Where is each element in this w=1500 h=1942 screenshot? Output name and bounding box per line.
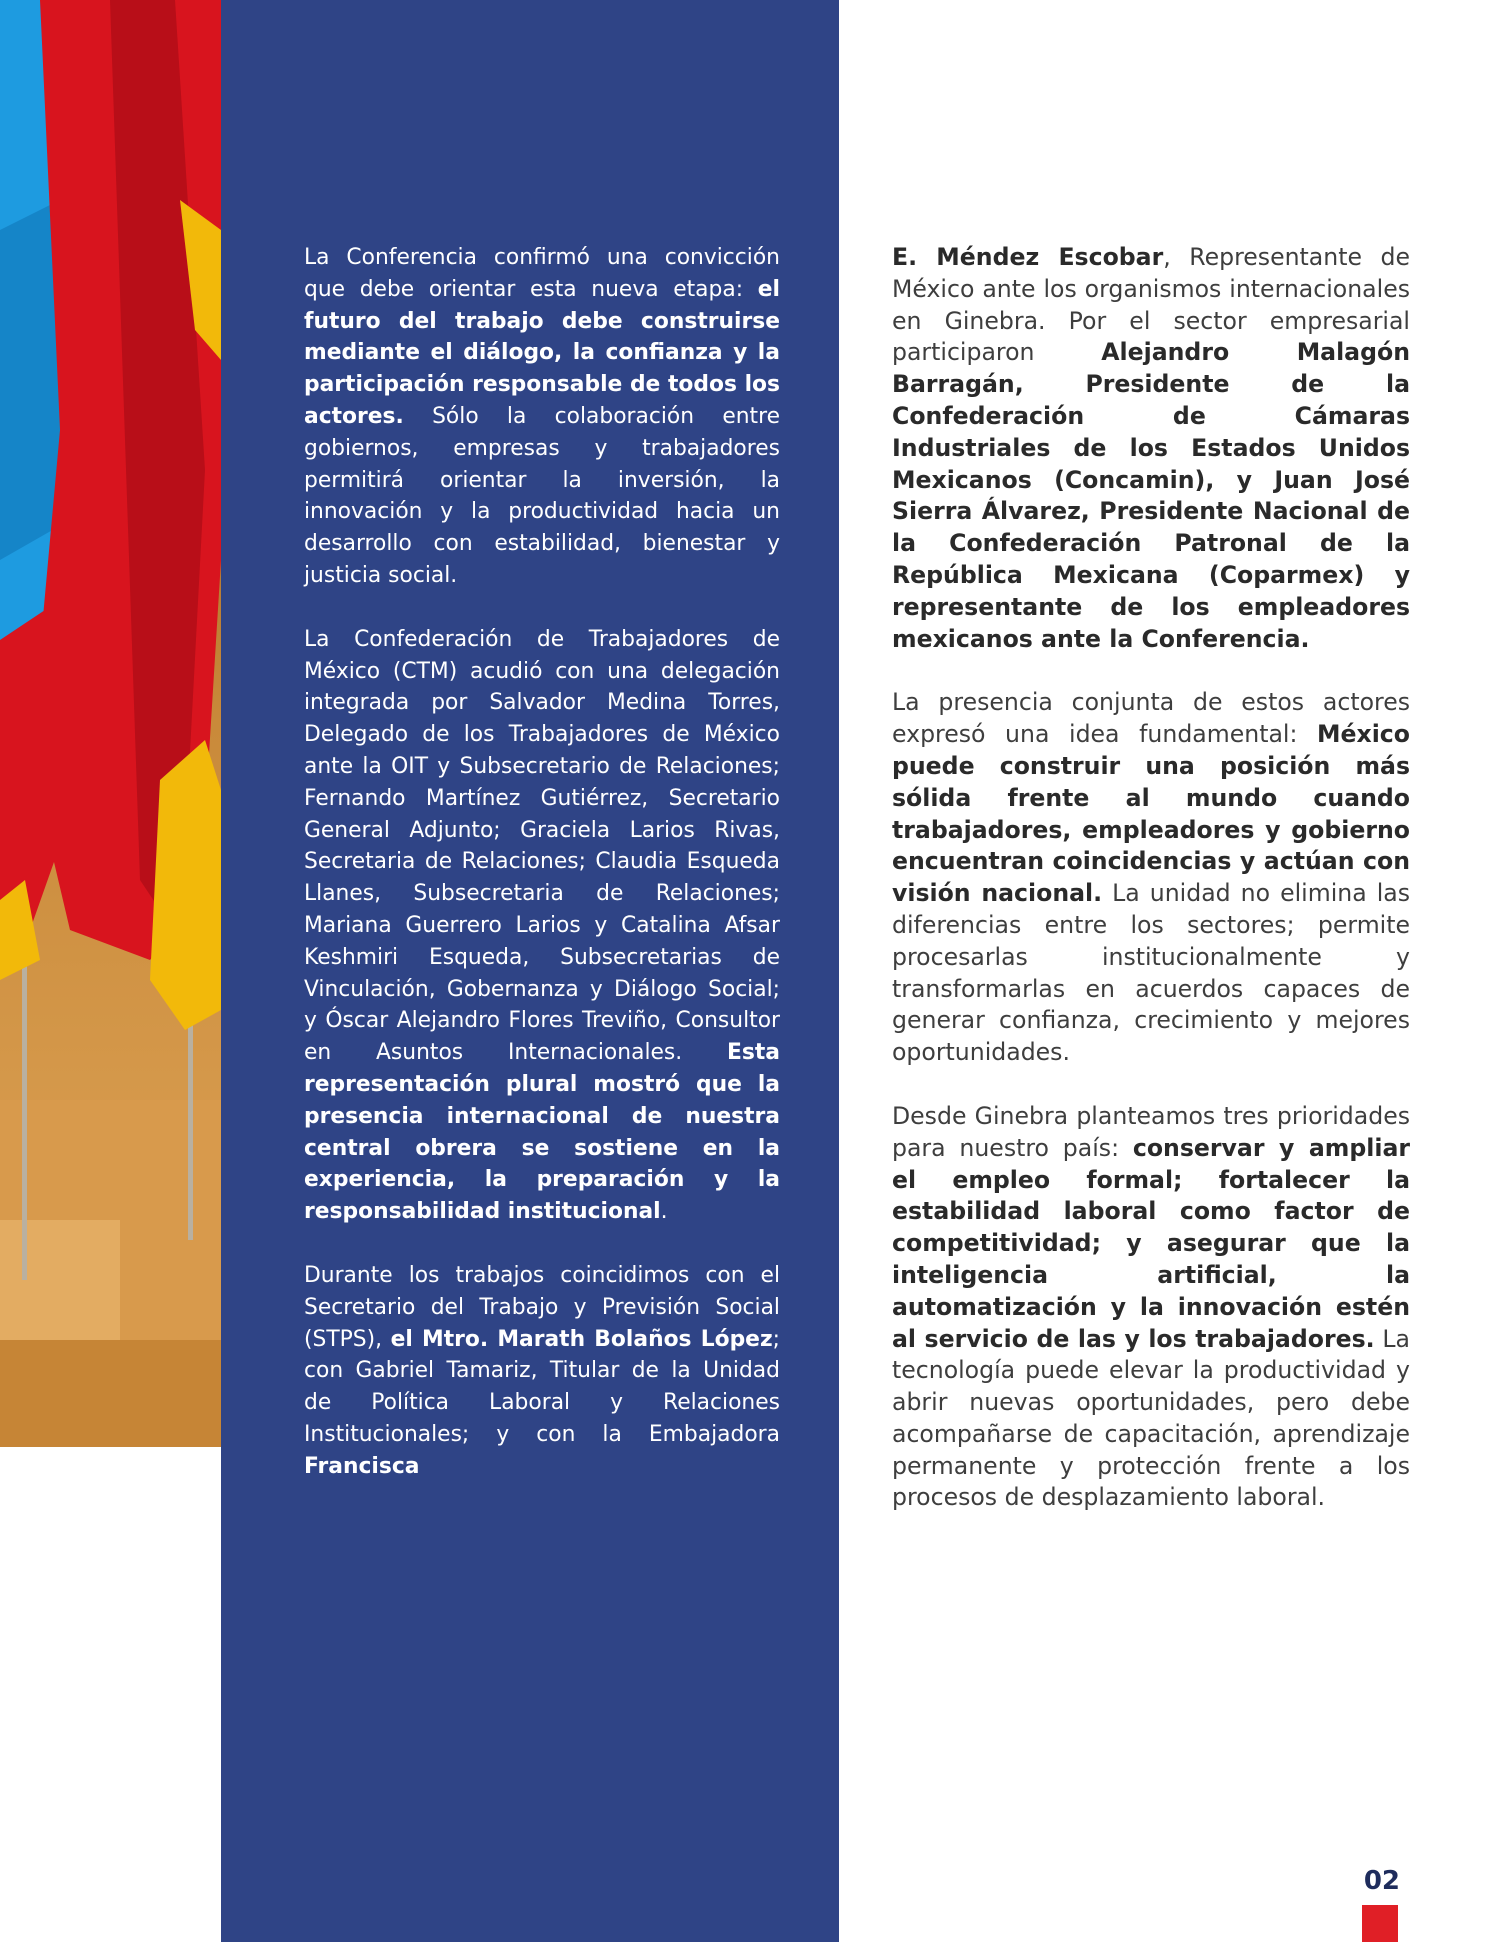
bold-text-run: conservar y ampliar el empleo formal; fortalecer la estabilidad laboral como factor de competitividad; y asegurar que la inteligencia artificial, la automatización y la innovación estén al servicio de las y los trabajadores.	[892, 1133, 1411, 1353]
text-run: , Representante de México ante los organismos internacionales en Ginebra. Por el sector empresarial participaron	[892, 243, 1410, 367]
text-run: La presencia conjunta de estos actores expresó una idea fundamental:	[892, 688, 1410, 749]
text-run: La tecnología puede elevar la productividad y abrir nuevas oportunidades, pero debe acompañarse de capacitación, aprendizaje permanente y protección frente a los procesos de desplazamiento laboral.	[892, 1324, 1410, 1512]
bold-text-run: México puede construir una posición más sólida frente al mundo cuando trabajadores, empleadores y gobierno encuentran coincidencias y actúan con visión nacional.	[892, 720, 1410, 908]
text-run: .	[660, 1199, 668, 1225]
right-paragraph-3	[892, 1101, 1410, 1514]
text-run: Durante los trabajos coincidimos con el Secretario del Trabajo y Previsión Social (STPS),	[304, 1262, 780, 1352]
right-paragraph-1	[892, 242, 1410, 655]
text-run: Desde Ginebra planteamos tres prioridades para nuestro país:	[892, 1101, 1410, 1162]
right-column	[892, 242, 1410, 1546]
text-run: ; con Gabriel Tamariz, Titular de la Unidad de Política Laboral y Relaciones Institucionales; y con la Embajadora	[304, 1326, 780, 1447]
bold-text-run: Alejandro Malagón Barragán, Presidente de la Confederación de Cámaras Industriales de los Estados Unidos Mexicanos (Concamin), y Juan José Sierra Álvarez, Presidente Nacional de la Confederación Patronal de la República Mexicana (Coparmex) y representante de los empleadores mexicanos ante la Conferencia.	[892, 338, 1410, 653]
text-run: La Confederación de Trabajadores de México (CTM) acudió con una delegación integrada por Salvador Medina Torres, Delegado de los Trabajadores de México ante la OIT y Subsecretario de Relaciones; Fernando Martínez Gutiérrez, Secretario General Adjunto; Graciela Larios Rivas, Secretaria de Relaciones; Claudia Esqueda Llanes, Subsecretaria de Relaciones; Mariana Guerrero Larios y Catalina Afsar Keshmiri Esqueda, Subsecretarias de Vinculación, Gobernanza y Diálogo Social; y Óscar Alejandro Flores Treviño, Consultor en Asuntos Internacionales.	[304, 626, 780, 1066]
bold-text-run: Esta representación plural mostró que la presencia internacional de nuestra central obrera se sostiene en la experiencia, la preparación y la responsabilidad institucional	[304, 1040, 780, 1225]
left-paragraph-2	[304, 624, 780, 1228]
left-paragraph-1	[304, 242, 780, 592]
text-run: La unidad no elimina las diferencias entre los sectores; permite procesarlas institucionalmente y transformarlas en acuerdos capaces de generar confianza, crecimiento y mejores oportunidades.	[892, 879, 1410, 1067]
right-paragraph-2	[892, 687, 1410, 1069]
page-marker-square	[1362, 1905, 1398, 1942]
bold-text-run: el futuro del trabajo debe construirse mediante el diálogo, la confianza y la participación responsable de todos los actores.	[304, 276, 780, 429]
text-run: Sólo la colaboración entre gobiernos, empresas y trabajadores permitirá orientar la inversión, la innovación y la productividad hacia un desarrollo con estabilidad, bienestar y justicia social.	[304, 403, 780, 588]
flags-photo-icon	[0, 0, 221, 1447]
left-paragraph-3	[304, 1260, 780, 1483]
bold-text-run: el Mtro. Marath Bolaños López	[390, 1326, 773, 1352]
page-number: 02	[1363, 1866, 1400, 1896]
text-run: La Conferencia confirmó una convicción que debe orientar esta nueva etapa:	[304, 245, 780, 302]
bold-text-run: E. Méndez Escobar	[892, 243, 1164, 271]
flags-photo	[0, 0, 221, 1447]
left-column	[304, 242, 780, 1514]
bold-text-run: Francisca	[304, 1453, 420, 1479]
